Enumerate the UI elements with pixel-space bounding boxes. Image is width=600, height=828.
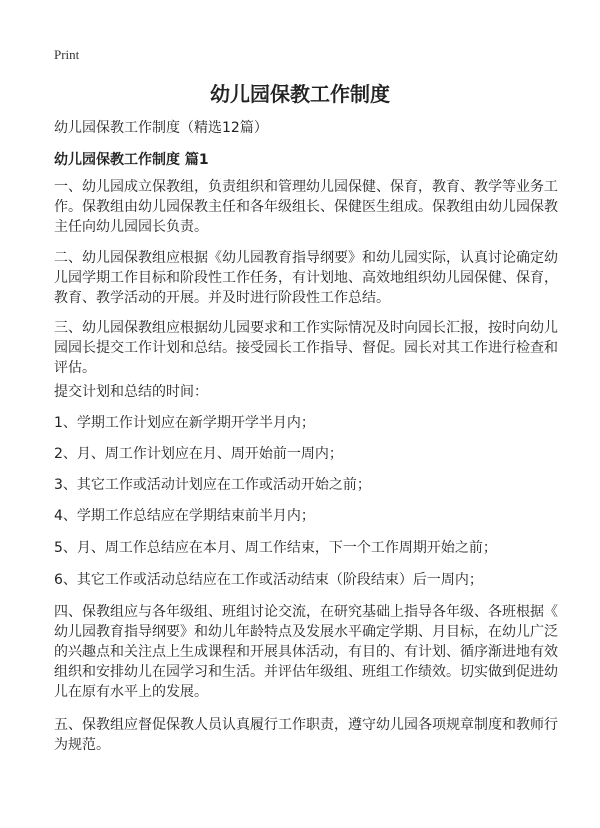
document-subtitle: 幼儿园保教工作制度（精选12篇） xyxy=(54,120,268,136)
paragraph-line: 4、学期工作总结应在学期结束前半月内； xyxy=(54,508,315,524)
paragraph xyxy=(54,248,558,308)
paragraph-line: 儿园学期工作目标和阶段性工作任务，有计划地、高效地组织幼儿园保健、保育， xyxy=(54,270,558,286)
paragraph-line: 提交计划和总结的时间： xyxy=(54,384,208,400)
paragraph-line: 主任向幼儿园园长负责。 xyxy=(54,219,208,235)
paragraph xyxy=(54,538,554,558)
paragraph-line: 二、幼儿园保教组应根据《幼儿园教育指导纲要》和幼儿园实际，认真讨论确定幼 xyxy=(54,250,558,266)
paragraph-line: 为规范。 xyxy=(54,737,110,753)
paragraph-line: 2、月、周工作计划应在月、周开始前一周内； xyxy=(54,446,343,462)
paragraph xyxy=(54,475,554,495)
paragraph xyxy=(54,602,558,702)
paragraph xyxy=(54,413,554,433)
paragraph xyxy=(54,444,554,464)
paragraph-line: 儿在原有水平上的发展。 xyxy=(54,684,208,700)
paragraph-line: 幼儿园教育指导纲要》和幼儿年龄特点及发展水平确定学期、月目标，在幼儿广泛 xyxy=(54,624,558,640)
paragraph xyxy=(54,318,558,378)
section-heading: 幼儿园保教工作制度 篇1 xyxy=(54,152,209,168)
paragraph xyxy=(54,177,558,237)
paragraph-line: 3、其它工作或活动计划应在工作或活动开始之前； xyxy=(54,477,371,493)
paragraph-line: 教育、教学活动的开展。并及时进行阶段性工作总结。 xyxy=(54,290,390,306)
print-label: Print xyxy=(54,47,80,62)
paragraph-line: 四、保教组应与各年级组、班组讨论交流，在研究基础上指导各年级、各班根据《 xyxy=(54,604,558,620)
paragraph-line: 一、幼儿园成立保教组，负责组织和管理幼儿园保健、保育，教育、教学等业务工 xyxy=(54,179,558,195)
paragraph-line: 5、月、周工作总结应在本月、周工作结束，下一个工作周期开始之前； xyxy=(54,540,497,556)
paragraph-line: 6、其它工作或活动总结应在工作或活动结束（阶段结束）后一周内； xyxy=(54,572,483,588)
paragraph-line: 1、学期工作计划应在新学期开学半月内； xyxy=(54,415,315,431)
paragraph-line: 评估。 xyxy=(54,360,96,376)
paragraph-line: 园园长提交工作计划和总结。接受园长工作指导、督促。园长对其工作进行检查和 xyxy=(54,340,558,356)
page-title: 幼儿园保教工作制度 xyxy=(210,82,390,106)
paragraph-line: 五、保教组应督促保教人员认真履行工作职责，遵守幼儿园各项规章制度和教师行 xyxy=(54,717,558,733)
paragraph-line: 组织和安排幼儿在园学习和生活。并评估年级组、班组工作绩效。切实做到促进幼 xyxy=(54,664,558,680)
paragraph-line: 三、幼儿园保教组应根据幼儿园要求和工作实际情况及时向园长汇报，按时向幼儿 xyxy=(54,320,558,336)
paragraph xyxy=(54,570,554,590)
paragraph-line: 的兴趣点和关注点上生成课程和开展具体活动，有目的、有计划、循序渐进地有效 xyxy=(54,644,558,660)
paragraph-line: 作。保教组由幼儿园保教主任和各年级组长、保健医生组成。保教组由幼儿园保教 xyxy=(54,199,558,215)
paragraph xyxy=(54,715,558,755)
paragraph xyxy=(54,506,554,526)
paragraph xyxy=(54,382,554,402)
